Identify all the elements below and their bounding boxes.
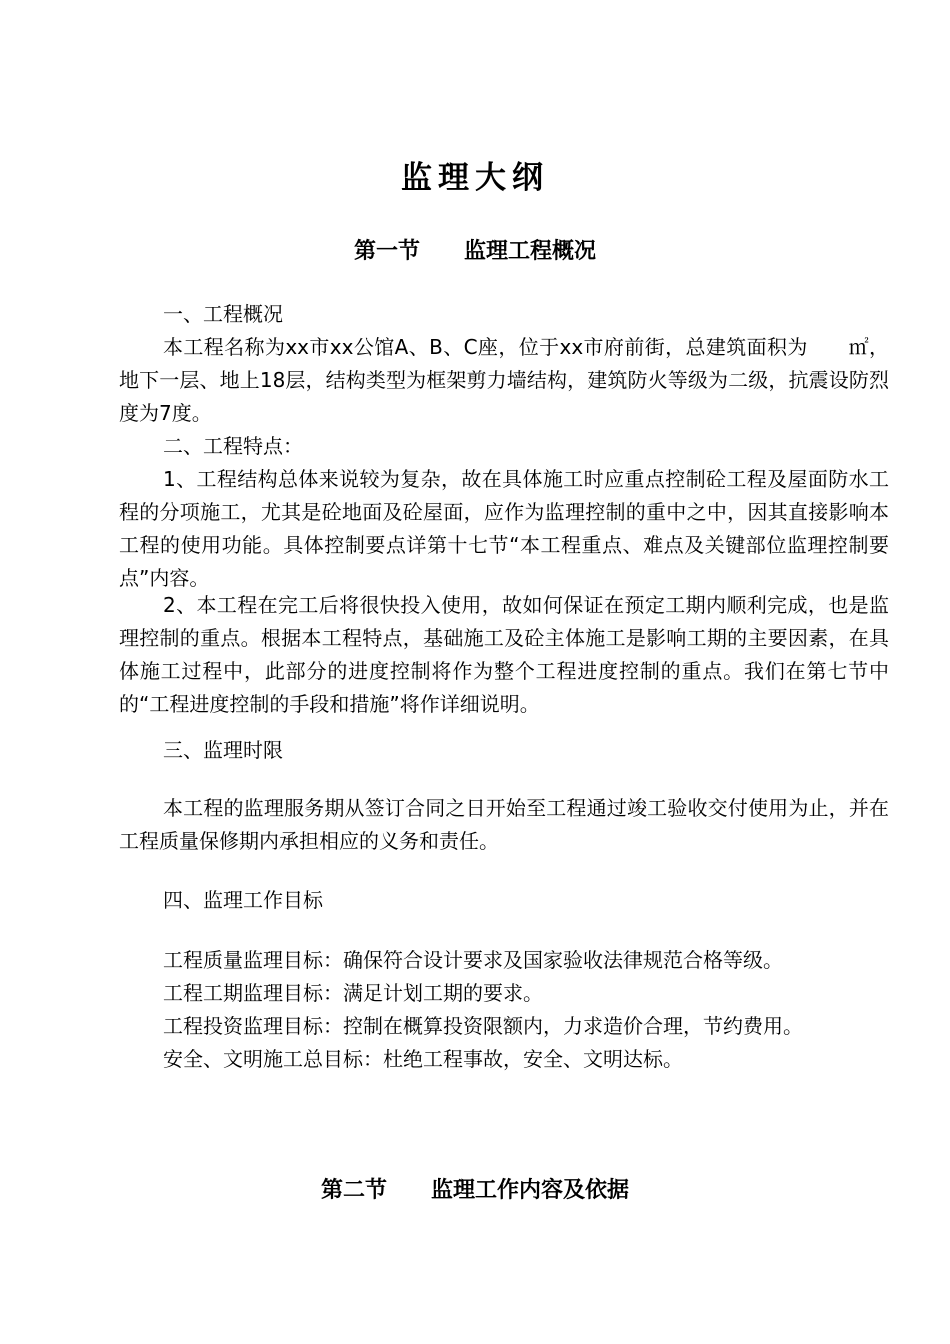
section-1-heading (0, 237, 950, 267)
heading-project-overview: 一、工程概况 (163, 302, 283, 326)
section-2-heading (0, 1176, 950, 1206)
heading-project-features: 二、工程特点： (163, 434, 303, 458)
document-title: 监理大纲 (401, 160, 549, 196)
section-1-number: 第一节 (353, 239, 420, 264)
section-2-number: 第二节 (320, 1178, 387, 1203)
section-2-name: 监理工作内容及依据 (431, 1178, 630, 1203)
goal-schedule: 工程工期监理目标：满足计划工期的要求。 (163, 981, 543, 1005)
paragraph-feature-1: 1、工程结构总体来说较为复杂，故在具体施工时应重点控制砼工程及屋面防水工程的分项施工，尤其是砼地面及砼屋面，应作为监理控制的重中之中，因其直接影响本工程的使用功能。具体控制要点详第十七节“本工程重点、难点及关键部位监理控制要点”内容。 (119, 467, 889, 590)
heading-work-goals: 四、监理工作目标 (163, 888, 323, 912)
heading-supervision-period: 三、监理时限 (163, 738, 283, 762)
section-1-name: 监理工程概况 (464, 239, 597, 264)
goal-quality: 工程质量监理目标：确保符合设计要求及国家验收法律规范合格等级。 (163, 948, 783, 972)
goal-investment: 工程投资监理目标：控制在概算投资限额内，力求造价合理，节约费用。 (163, 1014, 803, 1038)
goal-safety: 安全、文明施工总目标：杜绝工程事故，安全、文明达标。 (163, 1047, 683, 1071)
paragraph-project-overview: 本工程名称为xx市xx公馆A、B、C座，位于xx市府前街，总建筑面积为 ㎡，地下一层、地上18层，结构类型为框架剪力墙结构，建筑防火等级为二级，抗震设防烈度为7度。 (119, 335, 889, 425)
paragraph-supervision-period: 本工程的监理服务期从签订合同之日开始至工程通过竣工验收交付使用为止，并在工程质量保修期内承担相应的义务和责任。 (119, 796, 889, 853)
paragraph-feature-2: 2、本工程在完工后将很快投入使用，故如何保证在预定工期内顺利完成，也是监理控制的重点。根据本工程特点，基础施工及砼主体施工是影响工期的主要因素，在具体施工过程中，此部分的进度控制将作为整个工程进度控制的重点。我们在第七节中的“工程进度控制的手段和措施”将作详细说明。 (119, 593, 889, 716)
